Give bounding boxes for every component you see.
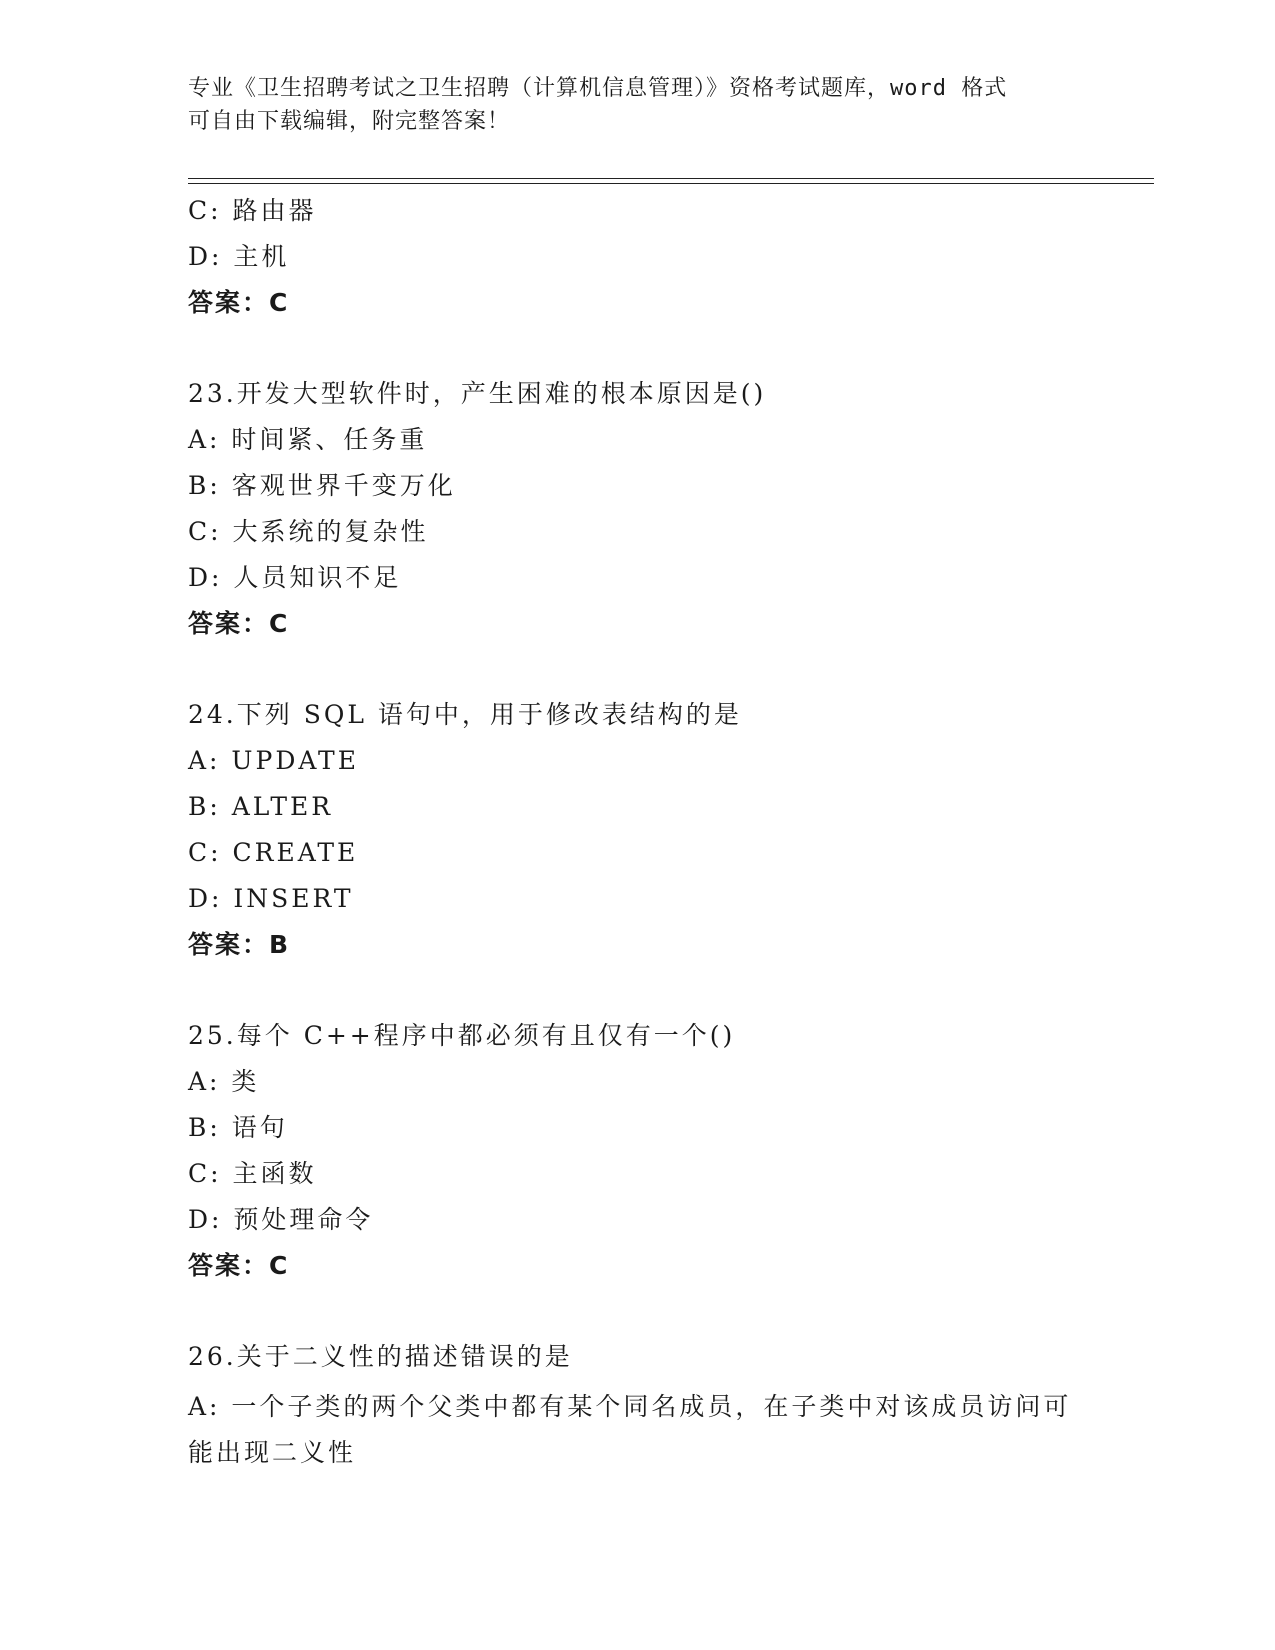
option-a: A: UPDATE (188, 746, 359, 775)
question-block-25 (188, 1017, 1088, 1293)
option-c: C: 大系统的复杂性 (188, 517, 429, 546)
document-header (188, 72, 1088, 138)
question-stem: 23.开发大型软件时，产生困难的根本原因是() (188, 379, 767, 408)
option-b: B: 语句 (188, 1113, 288, 1142)
option-a: A: 类 (188, 1067, 260, 1096)
option-b: B: 客观世界千变万化 (188, 471, 456, 500)
option-a: A: 时间紧、任务重 (188, 425, 428, 454)
question-block-partial (188, 192, 1088, 330)
option-d: D: 预处理命令 (188, 1205, 374, 1234)
option-d: D: INSERT (188, 884, 354, 913)
spacer (188, 972, 1088, 1017)
spacer (188, 330, 1088, 375)
question-stem: 26.关于二义性的描述错误的是 (188, 1342, 573, 1371)
answer-line: 答案：C (188, 1251, 290, 1280)
spacer (188, 1293, 1088, 1338)
answer-line: 答案：B (188, 930, 291, 959)
question-block-24 (188, 696, 1088, 972)
header-line-1: 专业《卫生招聘考试之卫生招聘（计算机信息管理）》资格考试题库，word 格式 (188, 76, 1008, 101)
option-d: D: 主机 (188, 242, 290, 271)
question-block-23 (188, 375, 1088, 651)
question-list (188, 192, 1088, 1476)
option-b: B: ALTER (188, 792, 334, 821)
header-line-2: 可自由下载编辑，附完整答案！ (188, 109, 511, 134)
option-c: C: CREATE (188, 838, 359, 867)
question-stem: 25.每个 C++程序中都必须有且仅有一个() (188, 1021, 736, 1050)
question-block-26 (188, 1338, 1088, 1476)
option-a: A: 一个子类的两个父类中都有某个同名成员，在子类中对该成员访问可能出现二义性 (188, 1392, 1072, 1467)
answer-line: 答案：C (188, 609, 290, 638)
question-stem: 24.下列 SQL 语句中，用于修改表结构的是 (188, 700, 742, 729)
header-divider-top (188, 178, 1154, 179)
option-d: D: 人员知识不足 (188, 563, 402, 592)
option-c: C: 路由器 (188, 196, 317, 225)
spacer (188, 651, 1088, 696)
answer-line: 答案：C (188, 288, 290, 317)
header-divider-bottom (188, 183, 1154, 184)
option-c: C: 主函数 (188, 1159, 317, 1188)
